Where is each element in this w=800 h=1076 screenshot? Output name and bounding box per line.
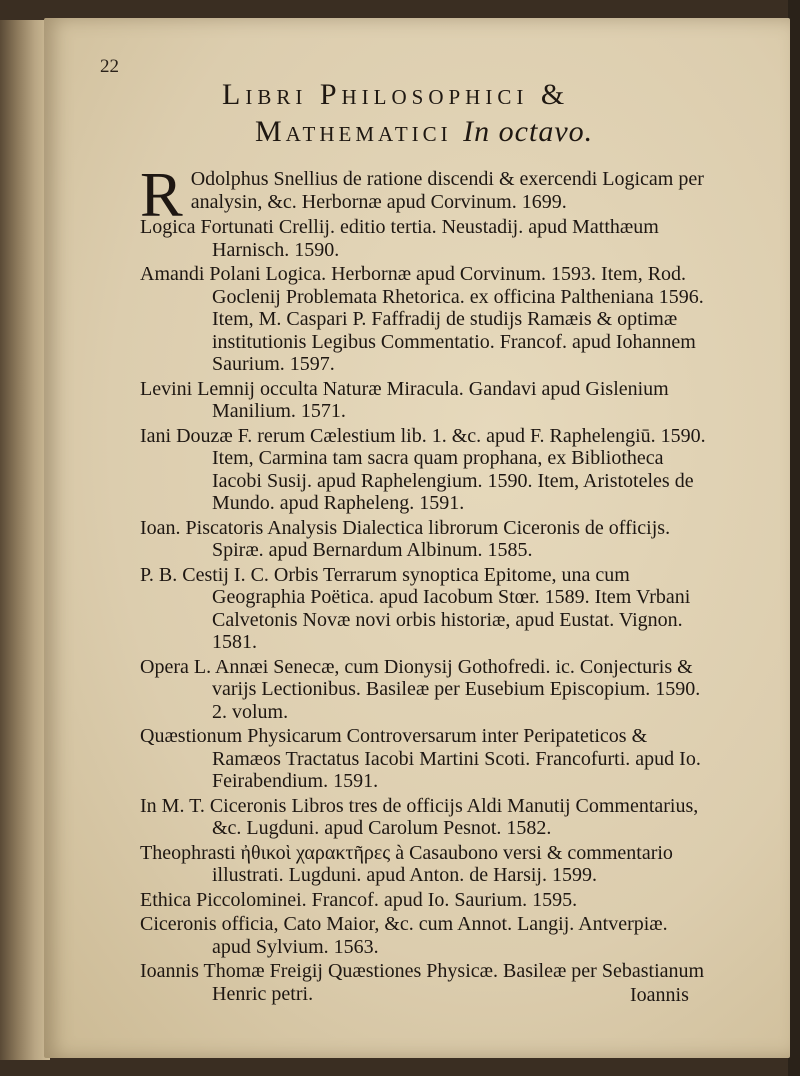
catalogue-entry: Ethica Piccolominei. Francof. apud Io. Saurium. 1595. (140, 888, 578, 911)
catchword: Ioannis (630, 984, 689, 1006)
catalogue-entry: Theophrasti ἠθικοὶ χαρακτῆρες à Casaubono versi & commentario illustrati. Lugduni. apud Anton. de Harsij. 1599. (140, 841, 673, 886)
catalogue-entry: Quæstionum Physicarum Controversarum inter Peripateticos & Ramæos Tractatus Iacobi Martini Scoti. Francofurti. apud Io. Feirabendium. 1591. (140, 725, 701, 792)
catalogue-entry: Ciceronis officia, Cato Maior, &c. cum Annot. Langij. Antverpiæ. apud Sylvium. 1563. (140, 913, 668, 958)
heading-caps: Mathematici (255, 115, 452, 148)
catalogue-entry: Ioannis Thomæ Freigij Quæstiones Physicæ. Basileæ per Sebastianum Henric petri. (140, 960, 705, 1005)
catalogue-entry: Levini Lemnij occulta Naturæ Miracula. Gandavi apud Gislenium Manilium. 1571. (140, 377, 669, 422)
catalogue-entry: In M. T. Ciceronis Libros tres de officijs Aldi Manutij Commentarius, &c. Lugduni. apud Carolum Pesnot. 1582. (140, 794, 699, 839)
catalogue-entry (140, 159, 708, 230)
catalogue-entry: Opera L. Annæi Senecæ, cum Dionysij Gothofredi. ic. Conjecturis & varijs Lectionibus. Basileæ per Eusebium Episcopium. 1590. 2. volum. (140, 655, 701, 723)
catalogue-entry: Iani Douzæ F. rerum Cælestium lib. 1. &c. apud F. Raphelengiū. 1590. Item, Carmina tam sacra quam prophana, ex Bibliotheca Iacobi Susij. apud Raphelengium. 1590. Item, Aristoteles de Mundo. apud Rapheleng. 1591. (140, 424, 706, 514)
catalogue-entry: P. B. Cestij I. C. Orbis Terrarum synoptica Epitome, una cum Geographia Poëtica. apud Iacobum Stœr. 1589. Item Vrbani Calvetonis Novæ novi orbis historiæ, apud Eustat. Vignon. 1581. (140, 563, 691, 653)
entry-text: Odolphus Snellius de ratione discendi & exercendi Logicam per analysin, &c. Herbornæ apud Corvinum. 1699. (190, 168, 704, 213)
catalogue-entry: Logica Fortunati Crellij. editio tertia. Neustadij. apud Matthæum Harnisch. 1590. (140, 216, 659, 261)
page-heading-line2 (255, 115, 593, 149)
page-heading-line1: Libri Philosophici & (222, 78, 570, 111)
catalogue-entries (140, 159, 708, 1007)
catalogue-entry: Amandi Polani Logica. Herbornæ apud Corvinum. 1593. Item, Rod. Goclenij Problemata Rhetorica. ex officina Paltheniana 1596. Item, M. Caspari P. Faffradij de studijs Ramæis & optimæ institutionis Legibus Commentatio. Francof. apud Iohannem Saurium. 1597. (140, 263, 704, 375)
catalogue-entry: Ioan. Piscatoris Analysis Dialectica librorum Ciceronis de officijs. Spiræ. apud Bernardum Albinum. 1585. (140, 516, 671, 561)
drop-cap: R (140, 159, 183, 230)
heading-italic: In octavo. (463, 115, 594, 148)
page-number: 22 (100, 56, 119, 77)
book-fore-edge (0, 20, 50, 1060)
